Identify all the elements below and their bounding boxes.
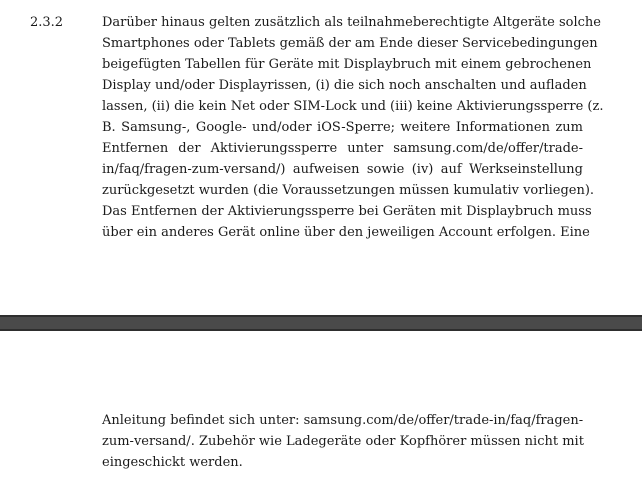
section-number: 2.3.2	[30, 15, 64, 30]
paragraph-line-with-link[interactable]: in/faq/fragen-zum-versand/) aufweisen sowie (iv) auf Werkseinstellung	[102, 162, 583, 177]
page-separator	[0, 315, 642, 331]
paragraph-line-with-link[interactable]: Entfernen der Aktivierungssperre unter samsung.com/de/offer/trade-	[102, 141, 583, 156]
section-paragraph-top	[102, 12, 604, 243]
paragraph-line: eingeschickt werden.	[102, 455, 243, 470]
document-page-bottom	[0, 331, 642, 479]
paragraph-line-with-link[interactable]: Anleitung befindet sich unter: samsung.com/de/offer/trade-in/faq/fragen-	[102, 413, 584, 428]
paragraph-line: Das Entfernen der Aktivierungssperre bei Geräten mit Displaybruch muss	[102, 204, 592, 219]
paragraph-line: B. Samsung-, Google- und/oder iOS-Sperre; weitere Informationen zum	[102, 120, 583, 135]
paragraph-line: Darüber hinaus gelten zusätzlich als teilnahmeberechtigte Altgeräte solche	[102, 15, 601, 30]
paragraph-line: Smartphones oder Tablets gemäß der am Ende dieser Servicebedingungen	[102, 36, 598, 51]
paragraph-line: lassen, (ii) die kein Net oder SIM-Lock und (iii) keine Aktivierungssperre (z.	[102, 99, 604, 114]
paragraph-line: zum-versand/. Zubehör wie Ladegeräte oder Kopfhörer müssen nicht mit	[102, 434, 584, 449]
section-paragraph-bottom	[102, 410, 583, 473]
paragraph-line: beigefügten Tabellen für Geräte mit Displaybruch mit einem gebrochenen	[102, 57, 592, 72]
paragraph-line: zurückgesetzt wurden (die Voraussetzungen müssen kumulativ vorliegen).	[102, 183, 595, 198]
paragraph-line: Display und/oder Displayrissen, (i) die sich noch anschalten und aufladen	[102, 78, 587, 93]
paragraph-line: über ein anderes Gerät online über den jeweiligen Account erfolgen. Eine	[102, 225, 590, 240]
